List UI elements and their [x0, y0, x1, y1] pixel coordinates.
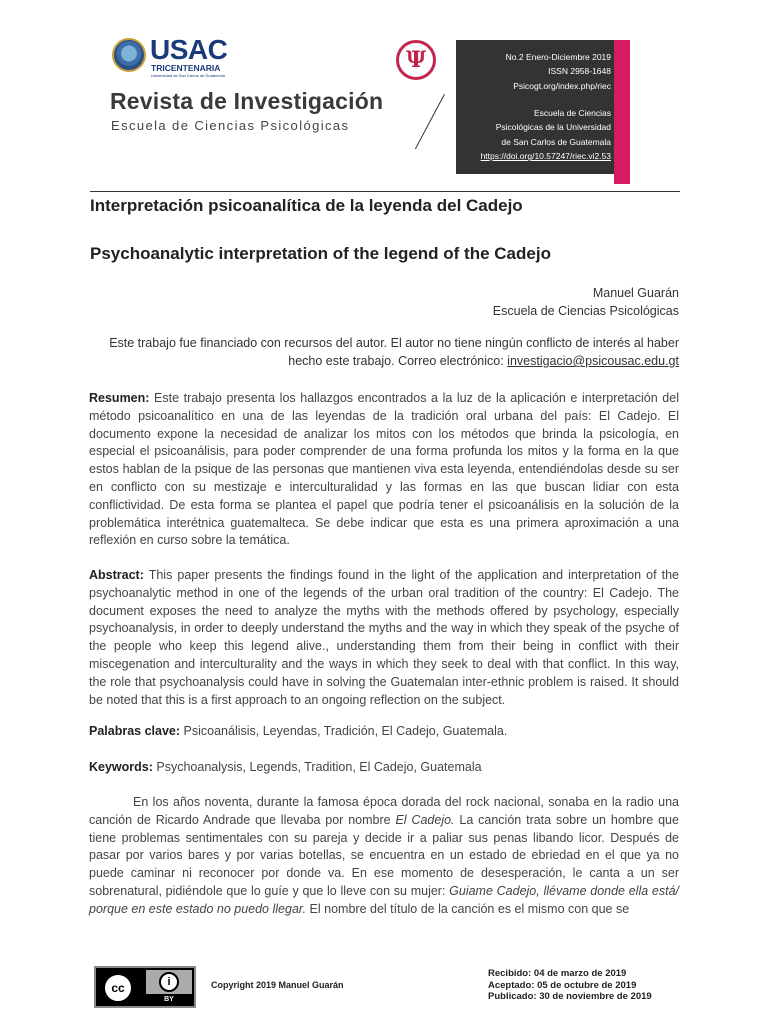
issue-number: No.2 Enero-Diciembre 2019	[505, 52, 611, 62]
author-block	[493, 284, 679, 320]
palabras-text: Psicoanálisis, Leyendas, Tradición, El Cadejo, Guatemala.	[183, 724, 508, 738]
header-rule	[90, 191, 680, 192]
journal-title: Revista de Investigación	[110, 88, 384, 114]
author-affiliation: Escuela de Ciencias Psicológicas	[492, 304, 679, 318]
received-date: Recibido: 04 de marzo de 2019	[488, 968, 627, 979]
usac-logo	[112, 34, 232, 82]
funding-text: Este trabajo fue financiado con recursos del autor. El autor no tiene ningún conflicto de interés al haber hecho este trabajo. Correo electrónico:	[109, 336, 679, 368]
resumen-label: Resumen:	[89, 391, 150, 405]
funding-statement	[79, 334, 679, 370]
logo-subtitle: TRICENTENARIA	[151, 63, 221, 73]
institution-info	[481, 106, 611, 164]
body-paragraph	[89, 794, 679, 919]
institution-line: Psicológicas de la Universidad	[495, 122, 611, 133]
journal-issue-info	[506, 50, 611, 93]
journal-subtitle: Escuela de Ciencias Psicológicas	[111, 118, 350, 133]
creative-commons-badge	[94, 966, 196, 1008]
resumen-paragraph	[89, 390, 679, 550]
issn: ISSN 2958-1648	[548, 66, 611, 77]
accepted-date: Aceptado: 05 de octubre de 2019	[488, 979, 637, 991]
institution-line: de San Carlos de Guatemala	[501, 136, 611, 147]
abstract-text: This paper presents the findings found in the light of the application and interpretation of the psychoanalytic method in one of the legends of the urban oral tradition of the country: El Cadejo. The document exposes the need to analyze the myths with the methods offered by psychology, especially psychoanalysis, in order to deeply understand the myths and the way in which they speak of the psyche of the people who keep this legend alive., understanding them from their being in conflict with their miscegenation and interculturality and the ways in which they seek to deal with that conflict. In this way, the role that psychoanalysis could have in solving the Guatemalan inter-ethnic problem is raised. It should be noted that this is a first approach to an ongoing reflection on the subject.	[89, 568, 679, 707]
author-name: Manuel Guarán	[592, 286, 679, 300]
abstract-label: Abstract:	[89, 568, 144, 582]
email-link[interactable]: investigacio@psicousac.edu.gt	[507, 354, 679, 368]
article-title-spanish: Interpretación psicoanalítica de la leyenda del Cadejo	[90, 196, 523, 215]
keywords-label: Keywords:	[89, 760, 153, 774]
journal-url[interactable]: Psicogt.org/index.php/riec	[513, 80, 611, 91]
article-title-english: Psychoanalytic interpretation of the legend of the Cadejo	[90, 244, 551, 263]
published-date: Publicado: 30 de noviembre de 2019	[488, 991, 652, 1002]
accent-bar	[614, 40, 630, 184]
logo-name: USAC	[150, 34, 228, 65]
keywords	[89, 759, 679, 777]
cc-icon: cc	[103, 973, 133, 1003]
keywords-text: Psychoanalysis, Legends, Tradition, El Cadejo, Guatemala	[156, 760, 482, 774]
body-text: La canción trata sobre un hombre que tiene problemas sentimentales con su pareja y decide ir a paliar sus penas libando licor. Después de pasar por varios bares y por varias botellas, se encuentra en un estado de ebriedad en el que ya no puede caminar ni reconocer por donde va. En ese momento de desesperación, le canta a un ser sobrenatural, pidiéndole que lo guíe y que lo lleve con su mujer:	[89, 812, 679, 898]
resumen-text: Este trabajo presenta los hallazgos encontrados a la luz de la aplicación e interpretación del método psicoanalítico en una de las leyendas de la tradición oral urbana del país: El Cadejo. El documento expone la necesidad de analizar los mitos con los métodos que brinda la psicología, en especial el psicoanálisis, para poder comprender de una forma profunda los mitos y la forma en la que estos hablan de la psique de las personas que mantienen viva esta leyenda, entendiéndolas desde su ser en conflicto con su mestizaje e interculturalidad y las formas en las que buscan lidiar con esta conflictividad. De esta forma se plantea el papel que podría tener el psicoanálisis en la solución de la problemática interétnica guatemalteca. Se debe indicar que esta es una primera aproximación a una reflexión en curso sobre la temática.	[89, 391, 679, 548]
by-label: BY	[146, 994, 192, 1006]
body-italic: Guiame Cadejo, llévame donde ella está/ porque en este estado no puedo llegar.	[89, 883, 680, 916]
person-icon: i	[159, 972, 179, 992]
body-text: En los años noventa, durante la famosa época dorada del rock nacional, sonaba en la radio una canción de Ricardo Andrade que llevaba por nombre	[89, 795, 679, 827]
body-italic: El Cadejo.	[395, 812, 455, 827]
publication-dates	[488, 968, 652, 1003]
institution-line: Escuela de Ciencias	[533, 108, 611, 118]
palabras-clave	[89, 723, 679, 741]
psi-logo-icon: Ψ	[396, 40, 436, 80]
palabras-label: Palabras clave:	[89, 724, 181, 738]
doi-link[interactable]: https://doi.org/10.57247/riec.vi2.53	[480, 151, 611, 162]
university-seal-icon	[112, 38, 146, 72]
copyright-notice: Copyright 2019 Manuel Guarán	[211, 980, 344, 990]
logo-tagline: Universidad de San Carlos de Guatemala	[151, 73, 225, 78]
abstract-paragraph	[89, 567, 679, 709]
header-divider-line	[415, 94, 445, 149]
body-text: El nombre del título de la canción es el mismo con que se	[306, 901, 630, 916]
